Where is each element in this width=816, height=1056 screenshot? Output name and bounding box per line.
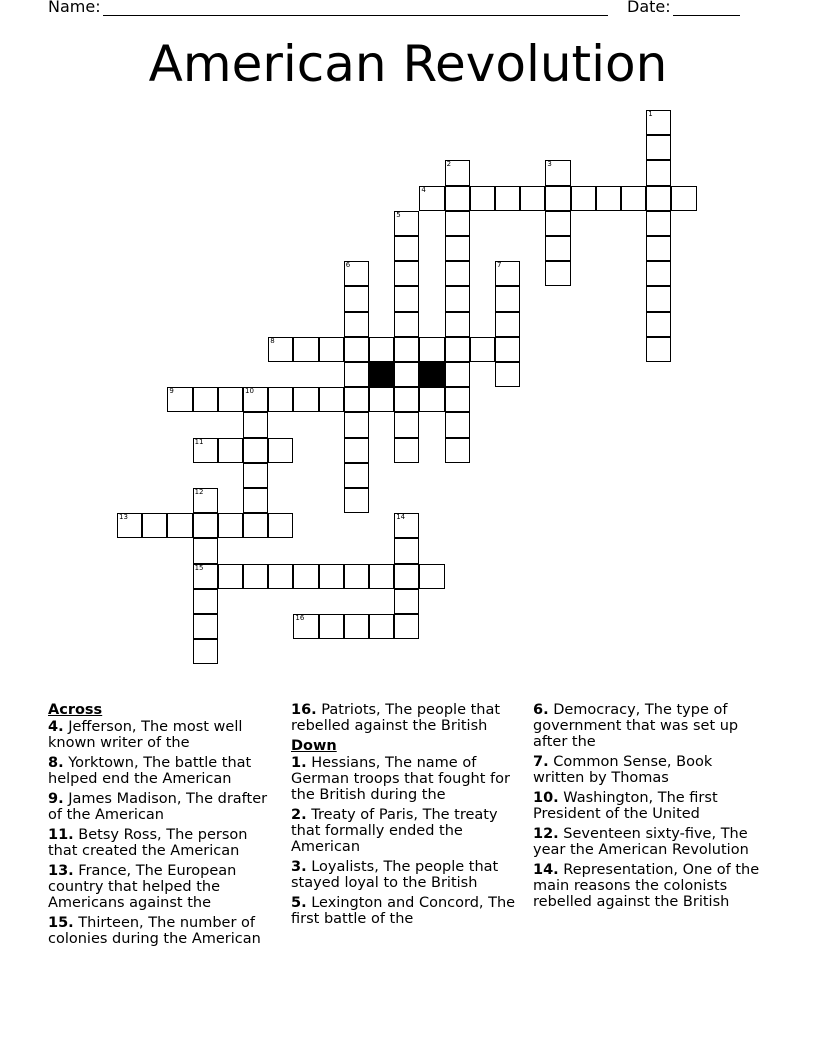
grid-cell[interactable] [344, 412, 369, 437]
clue-item [533, 862, 768, 910]
grid-cell[interactable] [445, 312, 470, 337]
clue-number: 15 [194, 563, 204, 572]
grid-cell[interactable] [394, 614, 419, 639]
grid-cell[interactable] [495, 261, 520, 286]
grid-cell[interactable] [344, 438, 369, 463]
across-heading: Across [48, 702, 103, 718]
clue-item-number: 11. [48, 827, 74, 843]
grid-cell[interactable] [470, 186, 495, 211]
clue-item [48, 791, 273, 823]
grid-cell[interactable] [596, 186, 621, 211]
clue-item-text: Thirteen, The number of colonies during the American [48, 915, 261, 947]
grid-cell[interactable] [344, 614, 369, 639]
grid-cell[interactable] [293, 564, 318, 589]
clue-number: 16 [295, 614, 305, 622]
date-label: Date: [627, 0, 671, 16]
clue-number: 6 [345, 261, 351, 270]
clue-item [291, 702, 523, 734]
grid-block [419, 362, 444, 387]
grid-cell[interactable] [344, 488, 369, 513]
grid-cell[interactable] [495, 186, 520, 211]
grid-cell[interactable] [445, 211, 470, 236]
grid-cell[interactable] [117, 513, 142, 538]
clue-item [291, 895, 523, 927]
grid-cell[interactable] [369, 614, 394, 639]
grid-cell[interactable] [646, 135, 671, 160]
clue-item [533, 826, 768, 858]
grid-cell[interactable] [193, 488, 218, 513]
clue-item-text: Seventeen sixty-five, The year the American Revolution [533, 826, 749, 858]
grid-cell[interactable] [319, 337, 344, 362]
grid-cell[interactable] [167, 513, 192, 538]
grid-cell[interactable] [445, 160, 470, 185]
clue-item-number: 12. [533, 826, 559, 842]
clue-number: 3 [547, 160, 552, 169]
clue-item-text: Jefferson, The most well known writer of the [48, 719, 243, 751]
grid-cell[interactable] [344, 564, 369, 589]
clues-column-1 [48, 702, 273, 951]
grid-cell[interactable] [545, 211, 570, 236]
grid-cell[interactable] [293, 387, 318, 412]
clues-column-2 [291, 702, 523, 931]
grid-cell[interactable] [419, 564, 444, 589]
grid-cell[interactable] [394, 337, 419, 362]
clue-item-number: 13. [48, 863, 74, 879]
grid-cell[interactable] [344, 261, 369, 286]
grid-cell[interactable] [394, 236, 419, 261]
grid-cell[interactable] [218, 564, 243, 589]
clue-item-number: 15. [48, 915, 74, 931]
grid-cell[interactable] [193, 513, 218, 538]
grid-cell[interactable] [394, 538, 419, 563]
clue-item-number: 7. [533, 754, 549, 770]
grid-cell[interactable] [394, 438, 419, 463]
grid-cell[interactable] [268, 513, 293, 538]
grid-cell[interactable] [369, 387, 394, 412]
grid-cell[interactable] [545, 160, 570, 185]
grid-cell[interactable] [319, 387, 344, 412]
clue-item-text: Common Sense, Book written by Thomas [533, 754, 713, 786]
grid-cell[interactable] [394, 387, 419, 412]
clue-item-number: 5. [291, 895, 307, 911]
clue-item-text: Treaty of Paris, The treaty that formally ended the American [291, 807, 498, 855]
grid-cell[interactable] [193, 614, 218, 639]
grid-cell[interactable] [445, 236, 470, 261]
grid-block [369, 362, 394, 387]
grid-cell[interactable] [445, 412, 470, 437]
page-title: American Revolution [148, 35, 668, 93]
grid-cell[interactable] [167, 387, 192, 412]
grid-cell[interactable] [344, 463, 369, 488]
grid-cell[interactable] [193, 387, 218, 412]
grid-cell[interactable] [268, 337, 293, 362]
clue-item [291, 807, 523, 855]
grid-cell[interactable] [369, 564, 394, 589]
clue-item-text: Patriots, The people that rebelled against the British [291, 702, 501, 734]
grid-cell[interactable] [394, 312, 419, 337]
grid-cell[interactable] [495, 286, 520, 311]
grid-cell[interactable] [218, 387, 243, 412]
clue-item-text: James Madison, The drafter of the American [48, 791, 268, 823]
grid-cell[interactable] [621, 186, 646, 211]
clue-number: 2 [446, 160, 452, 169]
grid-cell[interactable] [193, 564, 218, 589]
clue-number: 8 [270, 336, 275, 345]
grid-cell[interactable] [193, 639, 218, 664]
clue-item-number: 1. [291, 755, 307, 771]
clue-item-text: Representation, One of the main reasons the colonists rebelled against the British [533, 862, 760, 910]
down-heading: Down [291, 738, 337, 754]
grid-cell[interactable] [571, 186, 596, 211]
clue-number: 14 [396, 513, 406, 522]
clues-column-3 [533, 702, 768, 914]
grid-cell[interactable] [445, 337, 470, 362]
grid-cell[interactable] [243, 438, 268, 463]
clue-item-number: 3. [291, 859, 307, 875]
grid-cell[interactable] [445, 438, 470, 463]
grid-cell[interactable] [646, 160, 671, 185]
grid-cell[interactable] [243, 513, 268, 538]
clue-item [291, 755, 523, 803]
grid-cell[interactable] [243, 564, 268, 589]
clue-number: 10 [245, 387, 254, 396]
grid-cell[interactable] [419, 387, 444, 412]
grid-cell[interactable] [319, 564, 344, 589]
clue-item-number: 9. [48, 791, 64, 807]
clue-item [291, 859, 523, 891]
grid-cell[interactable] [445, 387, 470, 412]
grid-cell[interactable] [445, 286, 470, 311]
clue-item [533, 754, 768, 786]
grid-cell[interactable] [495, 312, 520, 337]
grid-cell[interactable] [394, 513, 419, 538]
clue-item-text: Lexington and Concord, The first battle of the [291, 895, 516, 927]
grid-cell[interactable] [445, 186, 470, 211]
grid-cell[interactable] [344, 362, 369, 387]
clue-item-text: Democracy, The type of government that was set up after the [533, 702, 739, 750]
clue-number: 4 [421, 185, 426, 194]
grid-cell[interactable] [369, 337, 394, 362]
clue-number: 12 [194, 488, 204, 496]
grid-cell[interactable] [646, 110, 671, 135]
name-label: Name: [48, 0, 101, 16]
grid-cell[interactable] [445, 261, 470, 286]
grid-cell[interactable] [394, 286, 419, 311]
clue-item-text: Betsy Ross, The person that created the American [48, 827, 248, 859]
grid-cell[interactable] [193, 538, 218, 563]
grid-cell[interactable] [419, 337, 444, 362]
grid-cell[interactable] [243, 488, 268, 513]
clue-number: 13 [119, 513, 128, 522]
grid-cell[interactable] [394, 589, 419, 614]
grid-cell[interactable] [646, 236, 671, 261]
grid-cell[interactable] [545, 236, 570, 261]
grid-cell[interactable] [193, 589, 218, 614]
clue-item-text: Loyalists, The people that stayed loyal to the British [291, 859, 499, 891]
clue-number: 9 [169, 387, 174, 396]
grid-cell[interactable] [193, 438, 218, 463]
clue-item [533, 702, 768, 750]
clue-number: 1 [648, 110, 653, 118]
grid-cell[interactable] [243, 412, 268, 437]
clue-item-number: 16. [291, 702, 317, 718]
grid-cell[interactable] [293, 614, 318, 639]
clue-item [48, 915, 273, 947]
clue-item-number: 6. [533, 702, 549, 718]
grid-cell[interactable] [394, 564, 419, 589]
clue-item-text: France, The European country that helped the Americans against the [48, 863, 237, 911]
clue-item-number: 10. [533, 790, 559, 806]
grid-cell[interactable] [646, 211, 671, 236]
grid-cell[interactable] [243, 387, 268, 412]
grid-cell[interactable] [646, 261, 671, 286]
grid-cell[interactable] [394, 412, 419, 437]
grid-cell[interactable] [646, 286, 671, 311]
grid-cell[interactable] [495, 337, 520, 362]
grid-cell[interactable] [293, 337, 318, 362]
grid-cell[interactable] [646, 337, 671, 362]
clue-number: 7 [497, 261, 502, 270]
clue-item [48, 827, 273, 859]
grid-cell[interactable] [394, 211, 419, 236]
grid-cell[interactable] [218, 438, 243, 463]
grid-cell[interactable] [545, 261, 570, 286]
clue-item-text: Washington, The first President of the United [533, 790, 718, 822]
grid-cell[interactable] [394, 261, 419, 286]
grid-cell[interactable] [243, 463, 268, 488]
clue-item-text: Yorktown, The battle that helped end the American [48, 755, 252, 787]
clue-item [48, 755, 273, 787]
grid-cell[interactable] [344, 312, 369, 337]
clue-item [533, 790, 768, 822]
clue-number: 11 [194, 437, 204, 446]
grid-cell[interactable] [268, 564, 293, 589]
grid-cell[interactable] [545, 186, 570, 211]
clue-item-number: 2. [291, 807, 307, 823]
grid-cell[interactable] [646, 186, 671, 211]
clue-item [48, 719, 273, 751]
clue-item [48, 863, 273, 911]
grid-cell[interactable] [142, 513, 167, 538]
grid-cell[interactable] [520, 186, 545, 211]
clue-item-text: Hessians, The name of German troops that fought for the British during the [291, 755, 510, 803]
grid-cell[interactable] [445, 362, 470, 387]
grid-cell[interactable] [319, 614, 344, 639]
grid-cell[interactable] [646, 312, 671, 337]
clue-item-number: 8. [48, 755, 64, 771]
grid-cell[interactable] [268, 387, 293, 412]
clue-item-number: 14. [533, 862, 559, 878]
clue-number: 5 [396, 210, 401, 219]
grid-cell[interactable] [344, 387, 369, 412]
grid-cell[interactable] [419, 186, 444, 211]
grid-cell[interactable] [268, 438, 293, 463]
grid-cell[interactable] [344, 337, 369, 362]
grid-cell[interactable] [394, 362, 419, 387]
grid-cell[interactable] [671, 186, 696, 211]
clue-item-number: 4. [48, 719, 64, 735]
grid-cell[interactable] [495, 362, 520, 387]
grid-cell[interactable] [470, 337, 495, 362]
grid-cell[interactable] [218, 513, 243, 538]
grid-cell[interactable] [344, 286, 369, 311]
